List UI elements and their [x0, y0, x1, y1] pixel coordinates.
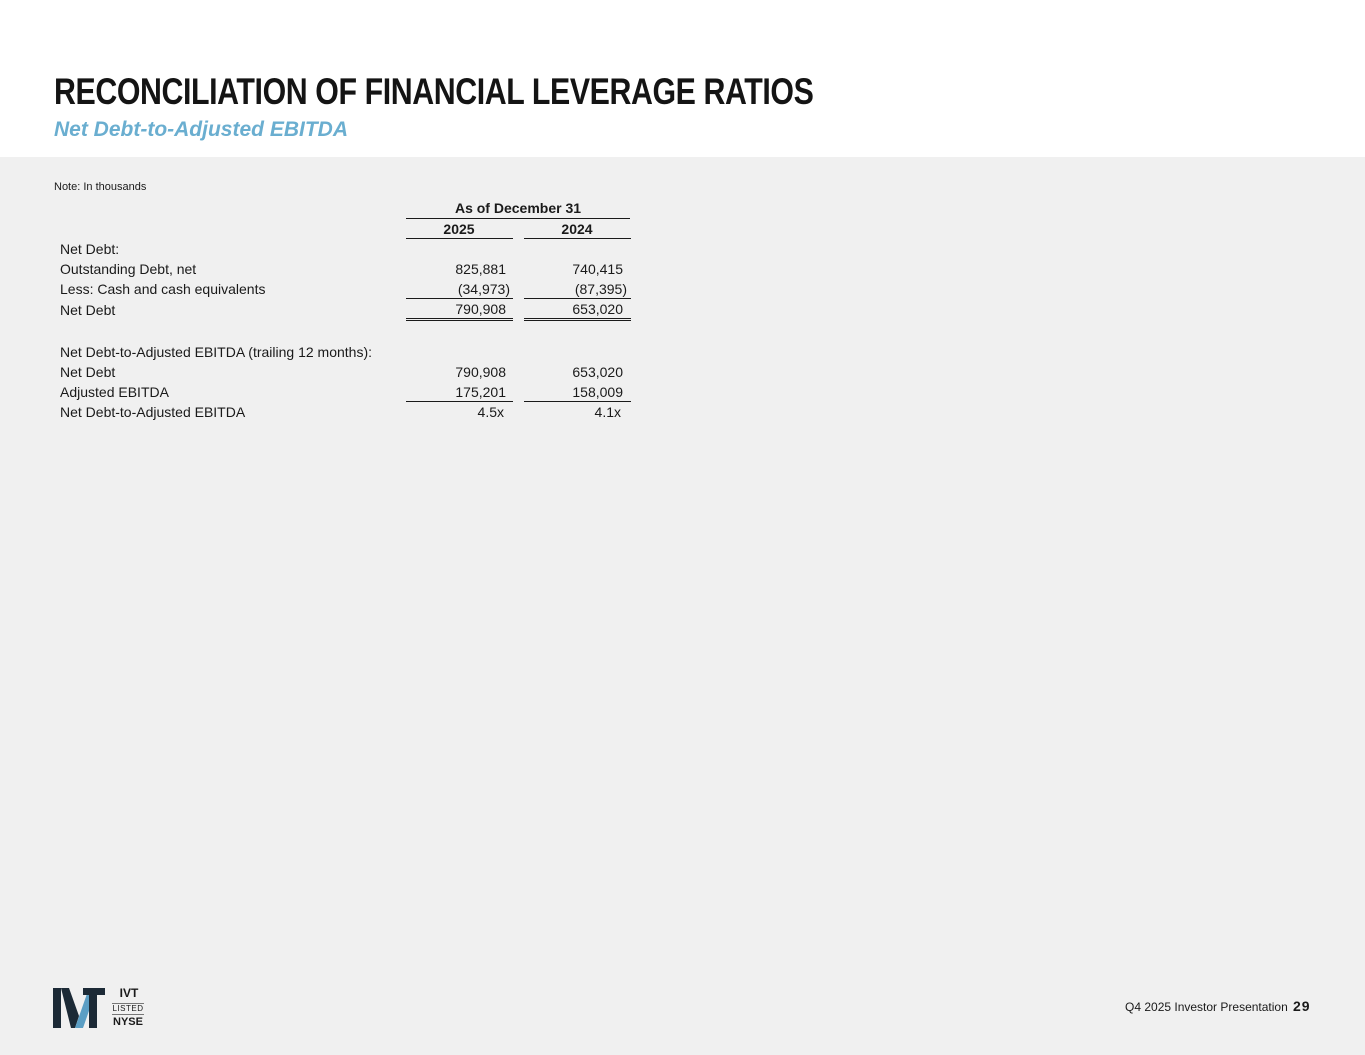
total-double-rule-2025: [406, 318, 513, 321]
table-row-label: Adjusted EBITDA: [60, 384, 169, 400]
table-cell: 158,009: [572, 384, 623, 400]
page-title: RECONCILIATION OF FINANCIAL LEVERAGE RATIOS: [54, 71, 814, 112]
units-note: Note: In thousands: [54, 181, 147, 193]
table-cell: 790,908: [455, 364, 506, 380]
table-group-header: As of December 31: [454, 200, 582, 216]
page-header: [0, 0, 1365, 157]
table-cell: 740,415: [572, 261, 623, 277]
page-subtitle: Net Debt-to-Adjusted EBITDA: [54, 118, 348, 141]
table-cell: 653,020: [572, 364, 623, 380]
logo-ticker: IVT: [119, 986, 139, 1000]
table-cell: 653,020: [572, 301, 623, 317]
table-cell: 825,881: [455, 261, 506, 277]
table-row-label: Net Debt-to-Adjusted EBITDA: [60, 404, 246, 420]
table-row-label: Net Debt: [60, 364, 116, 380]
table-row-label: Outstanding Debt, net: [60, 261, 197, 277]
table-cell: 790,908: [455, 301, 506, 317]
group-header-rule: [406, 218, 630, 219]
total-double-rule-2024: [524, 318, 631, 321]
column-rule-2024: [524, 238, 631, 239]
table-row-label: Net Debt: [60, 302, 116, 318]
presentation-title: Q4 2025 Investor Presentation: [1125, 1000, 1288, 1014]
logo-listed: LISTED: [112, 1004, 144, 1013]
table-row-label: Less: Cash and cash equivalents: [60, 281, 266, 297]
table-cell: 175,201: [455, 384, 506, 400]
company-logo-icon: [53, 988, 105, 1028]
column-header-2025: 2025: [443, 221, 475, 237]
table-cell: (87,395): [574, 281, 627, 297]
column-rule-2025: [406, 238, 513, 239]
table-row-label: Net Debt:: [60, 241, 120, 257]
page-number: 29: [1293, 998, 1311, 1014]
table-row-label: Net Debt-to-Adjusted EBITDA (trailing 12 months):: [60, 344, 373, 360]
table-cell: 4.5x: [477, 404, 504, 420]
table-cell: 4.1x: [594, 404, 621, 420]
logo-exchange: NYSE: [113, 1016, 143, 1028]
column-header-2024: 2024: [561, 221, 593, 237]
table-cell: (34,973): [457, 281, 510, 297]
